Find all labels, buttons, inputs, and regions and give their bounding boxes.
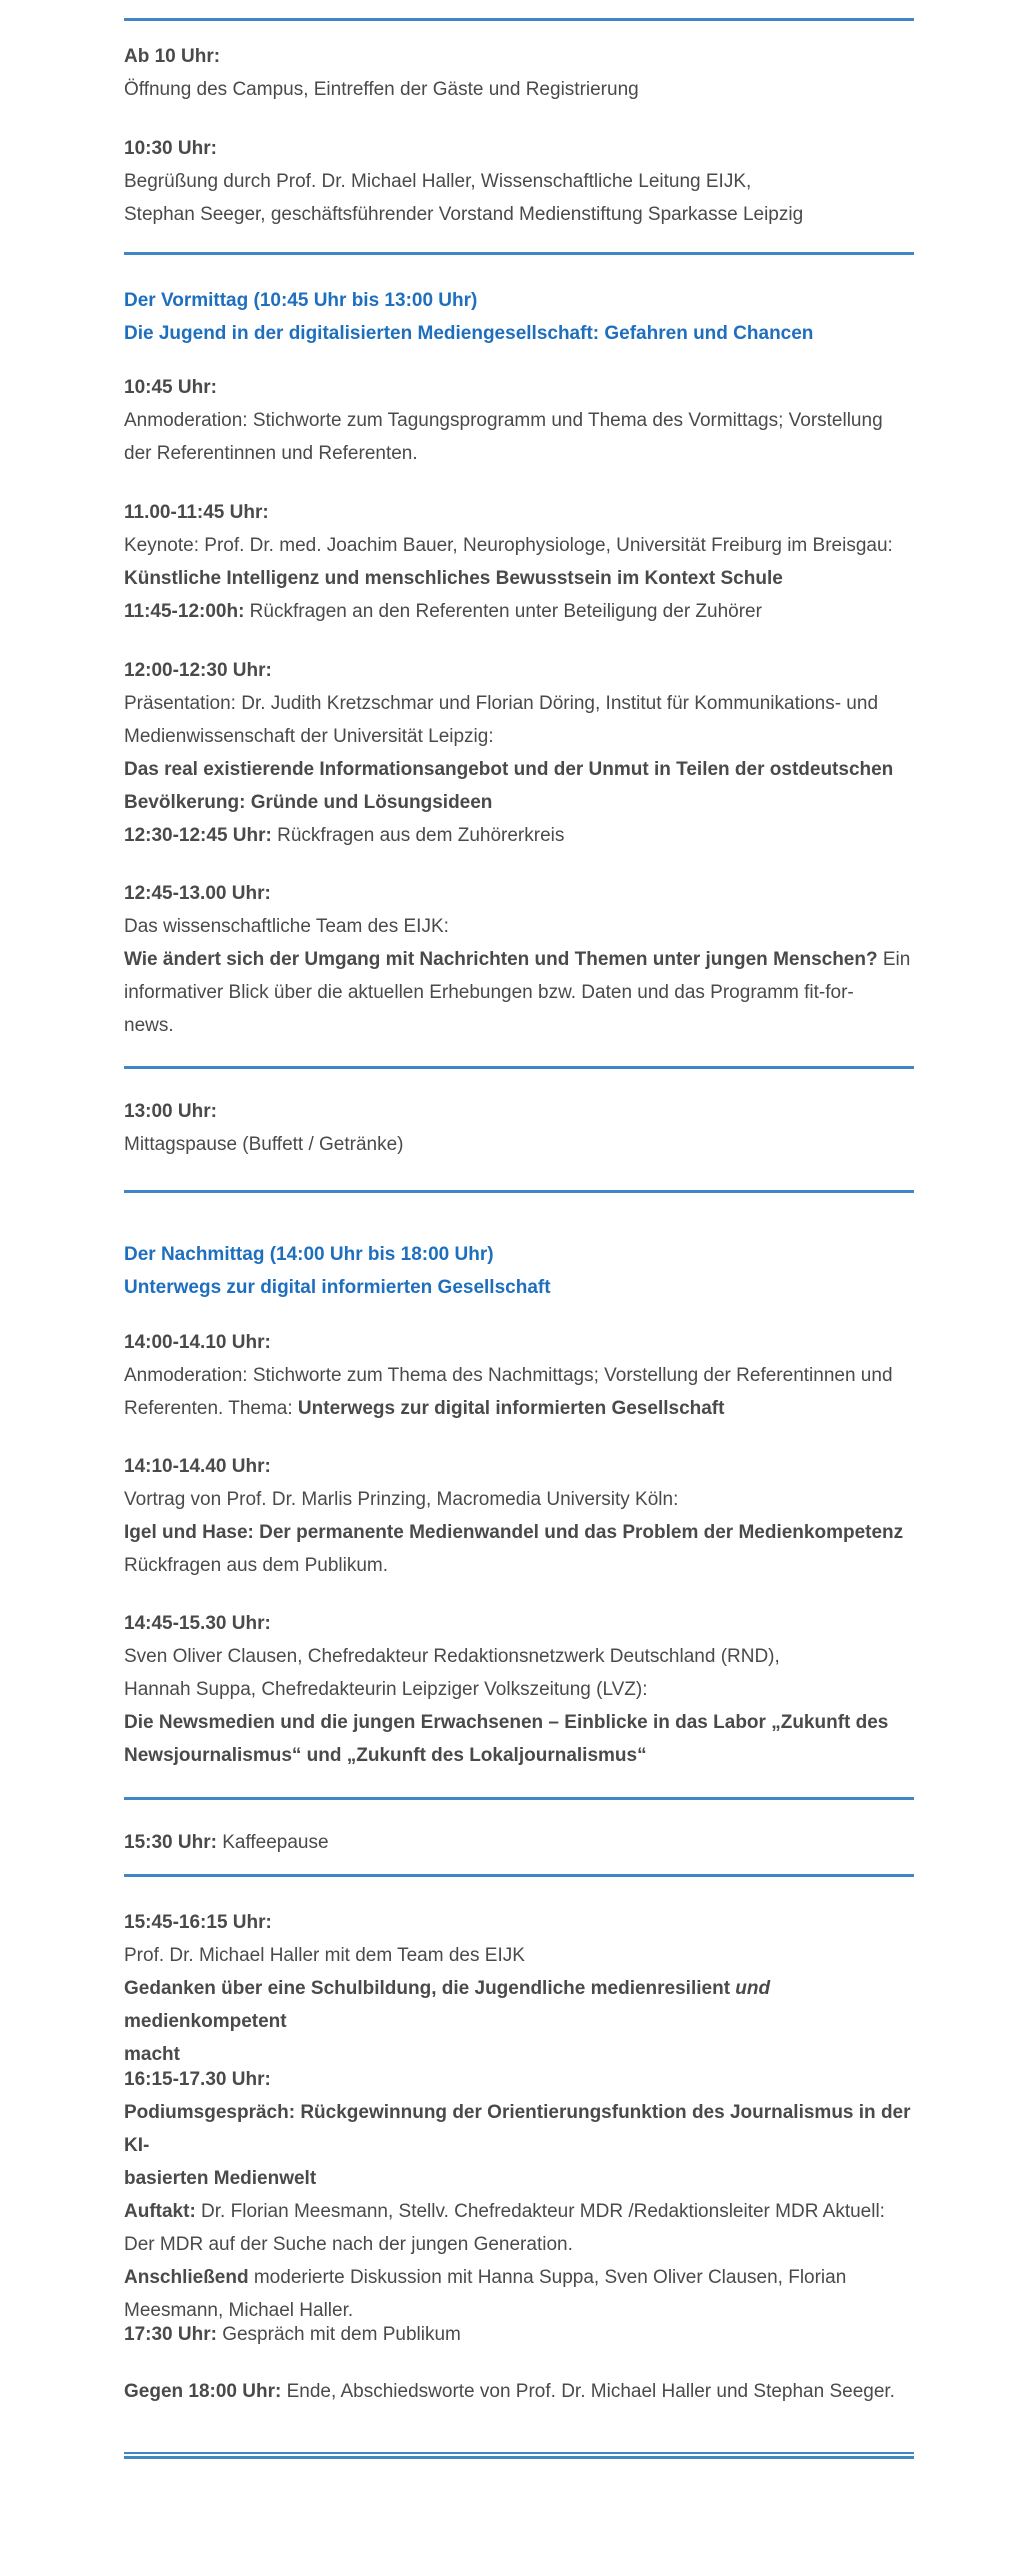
time-label: 10:45 Uhr: (124, 377, 217, 398)
talk-title: Podiumsgespräch: Rückgewinnung der Orientierungsfunktion des Journalismus in der KI- (124, 2102, 911, 2156)
item-text: Medienwissenschaft der Universität Leipzig: (124, 726, 494, 747)
time-label: 12:45-13.00 Uhr: (124, 883, 271, 904)
time-label: 12:30-12:45 Uhr: (124, 825, 272, 846)
talk-title: Wie ändert sich der Umgang mit Nachrichten und Themen unter jungen Menschen? (124, 949, 878, 970)
item-text: Rückfragen an den Referenten unter Beteiligung der Zuhörer (244, 601, 762, 622)
item-text: Rückfragen aus dem Publikum. (124, 1555, 389, 1576)
intro-opening (124, 40, 914, 106)
item-text: Rückfragen aus dem Zuhörerkreis (271, 825, 565, 846)
time-label: 16:15-17.30 Uhr: (124, 2069, 271, 2090)
time-label: 15:30 Uhr: (124, 1832, 217, 1853)
talk-title: Igel und Hase: Der permanente Medienwandel und das Problem der Medienkompetenz (124, 1522, 904, 1543)
item-text (124, 943, 914, 976)
time-label: 17:30 Uhr: (124, 2324, 217, 2345)
talk-title: Künstliche Intelligenz und menschliches Bewusstsein im Kontext Schule (124, 568, 783, 589)
section-title: Der Vormittag (10:45 Uhr bis 13:00 Uhr) (124, 290, 478, 311)
morning-item-1 (124, 371, 914, 470)
morning-item-2 (124, 496, 914, 628)
item-text (124, 2318, 914, 2351)
item-text: Der MDR auf der Suche nach der jungen Generation. (124, 2234, 573, 2255)
item-text: Referenten. Thema: (124, 1398, 298, 1419)
item-text (124, 2261, 914, 2294)
item-text: Dr. Florian Meesmann, Stellv. Chefredakteur MDR /Redaktionsleiter MDR Aktuell: (195, 2201, 885, 2222)
time-label: 15:45-16:15 Uhr: (124, 1912, 272, 1933)
section-subtitle: Die Jugend in der digitalisierten Mediengesellschaft: Gefahren und Chancen (124, 323, 814, 344)
intro-welcome (124, 132, 914, 231)
afternoon-header (124, 1238, 914, 1304)
talk-title: Die Newsmedien und die jungen Erwachsenen – Einblicke in das Labor „Zukunft des (124, 1712, 889, 1733)
late-item-3 (124, 2318, 914, 2351)
label: Anschließend (124, 2267, 249, 2288)
item-text: Mittagspause (Buffett / Getränke) (124, 1134, 404, 1155)
item-text: Keynote: Prof. Dr. med. Joachim Bauer, Neurophysiologe, Universität Freiburg im Breisgau: (124, 535, 893, 556)
talk-title (124, 1972, 914, 2038)
time-label: 14:45-15.30 Uhr: (124, 1613, 271, 1634)
talk-title: Das real existierende Informationsangebot und der Unmut in Teilen der ostdeutschen (124, 759, 894, 780)
item-text: Kaffeepause (216, 1832, 329, 1853)
item-text: Anmoderation: Stichworte zum Tagungsprogramm und Thema des Vormittags; Vorstellung (124, 410, 883, 431)
coffee-break (124, 1826, 914, 1859)
end-divider (124, 2452, 914, 2459)
afternoon-item-3 (124, 1607, 914, 1772)
time-label: 14:00-14.10 Uhr: (124, 1332, 271, 1353)
talk-title: macht (124, 2044, 180, 2065)
late-item-1 (124, 1906, 914, 2071)
item-text: Ende, Abschiedsworte von Prof. Dr. Michael Haller und Stephan Seeger. (281, 2381, 895, 2402)
talk-title-emphasis: und (735, 1978, 771, 1999)
talk-title: Newsjournalismus“ und „Zukunft des Lokaljournalismus“ (124, 1745, 647, 1766)
item-text (124, 1826, 914, 1859)
item-text (124, 1392, 914, 1425)
divider (124, 1874, 914, 1877)
item-text: Präsentation: Dr. Judith Kretzschmar und Florian Döring, Institut für Kommunikations- und (124, 693, 879, 714)
late-item-4 (124, 2375, 914, 2408)
item-text: Gespräch mit dem Publikum (216, 2324, 461, 2345)
afternoon-item-1 (124, 1326, 914, 1425)
late-item-2 (124, 2063, 914, 2327)
item-text (124, 2195, 914, 2228)
time-label: 12:00-12:30 Uhr: (124, 660, 272, 681)
time-label: Ab 10 Uhr: (124, 46, 221, 67)
divider (124, 18, 914, 21)
item-text (124, 819, 914, 852)
morning-header (124, 284, 914, 350)
item-text: Öffnung des Campus, Eintreffen der Gäste und Registrierung (124, 79, 639, 100)
item-text: der Referentinnen und Referenten. (124, 443, 418, 464)
divider (124, 1190, 914, 1193)
section-subtitle: Unterwegs zur digital informierten Gesellschaft (124, 1277, 551, 1298)
item-text: Vortrag von Prof. Dr. Marlis Prinzing, Macromedia University Köln: (124, 1489, 679, 1510)
lunch-break (124, 1095, 914, 1161)
item-text: informativer Blick über die aktuellen Erhebungen bzw. Daten und das Programm fit-for- (124, 982, 854, 1003)
section-title: Der Nachmittag (14:00 Uhr bis 18:00 Uhr) (124, 1244, 494, 1265)
item-text: Anmoderation: Stichworte zum Thema des Nachmittags; Vorstellung der Referentinnen und (124, 1365, 893, 1386)
morning-item-3 (124, 654, 914, 852)
afternoon-item-2 (124, 1450, 914, 1582)
item-text: Prof. Dr. Michael Haller mit dem Team des EIJK (124, 1945, 525, 1966)
item-text: Stephan Seeger, geschäftsführender Vorstand Medienstiftung Sparkasse Leipzig (124, 204, 804, 225)
talk-title-part: Gedanken über eine Schulbildung, die Jugendliche medienresilient (124, 1978, 736, 1999)
divider (124, 252, 914, 255)
time-label: 11.00-11:45 Uhr: (124, 502, 269, 523)
item-text: moderierte Diskussion mit Hanna Suppa, Sven Oliver Clausen, Florian (248, 2267, 847, 2288)
time-label: 10:30 Uhr: (124, 138, 217, 159)
item-text (124, 2375, 914, 2408)
time-label: 13:00 Uhr: (124, 1101, 217, 1122)
item-text: Sven Oliver Clausen, Chefredakteur Redaktionsnetzwerk Deutschland (RND), (124, 1646, 780, 1667)
time-label: 11:45-12:00h: (124, 601, 245, 622)
talk-title: basierten Medienwelt (124, 2168, 317, 2189)
divider (124, 1797, 914, 1800)
time-label: 14:10-14.40 Uhr: (124, 1456, 271, 1477)
item-text: Meesmann, Michael Haller. (124, 2300, 354, 2321)
item-text: Ein (877, 949, 911, 970)
talk-title-part: medienkompetent (124, 2011, 287, 2032)
talk-title: Bevölkerung: Gründe und Lösungsideen (124, 792, 493, 813)
morning-item-4 (124, 877, 914, 1042)
label: Auftakt: (124, 2201, 196, 2222)
time-label: Gegen 18:00 Uhr: (124, 2381, 282, 2402)
item-text: news. (124, 1015, 174, 1036)
divider (124, 1066, 914, 1069)
item-text: Das wissenschaftliche Team des EIJK: (124, 916, 449, 937)
item-text: Hannah Suppa, Chefredakteurin Leipziger Volkszeitung (LVZ): (124, 1679, 648, 1700)
item-text: Begrüßung durch Prof. Dr. Michael Haller, Wissenschaftliche Leitung EIJK, (124, 171, 752, 192)
item-text (124, 595, 914, 628)
talk-title: Unterwegs zur digital informierten Gesellschaft (297, 1398, 725, 1419)
